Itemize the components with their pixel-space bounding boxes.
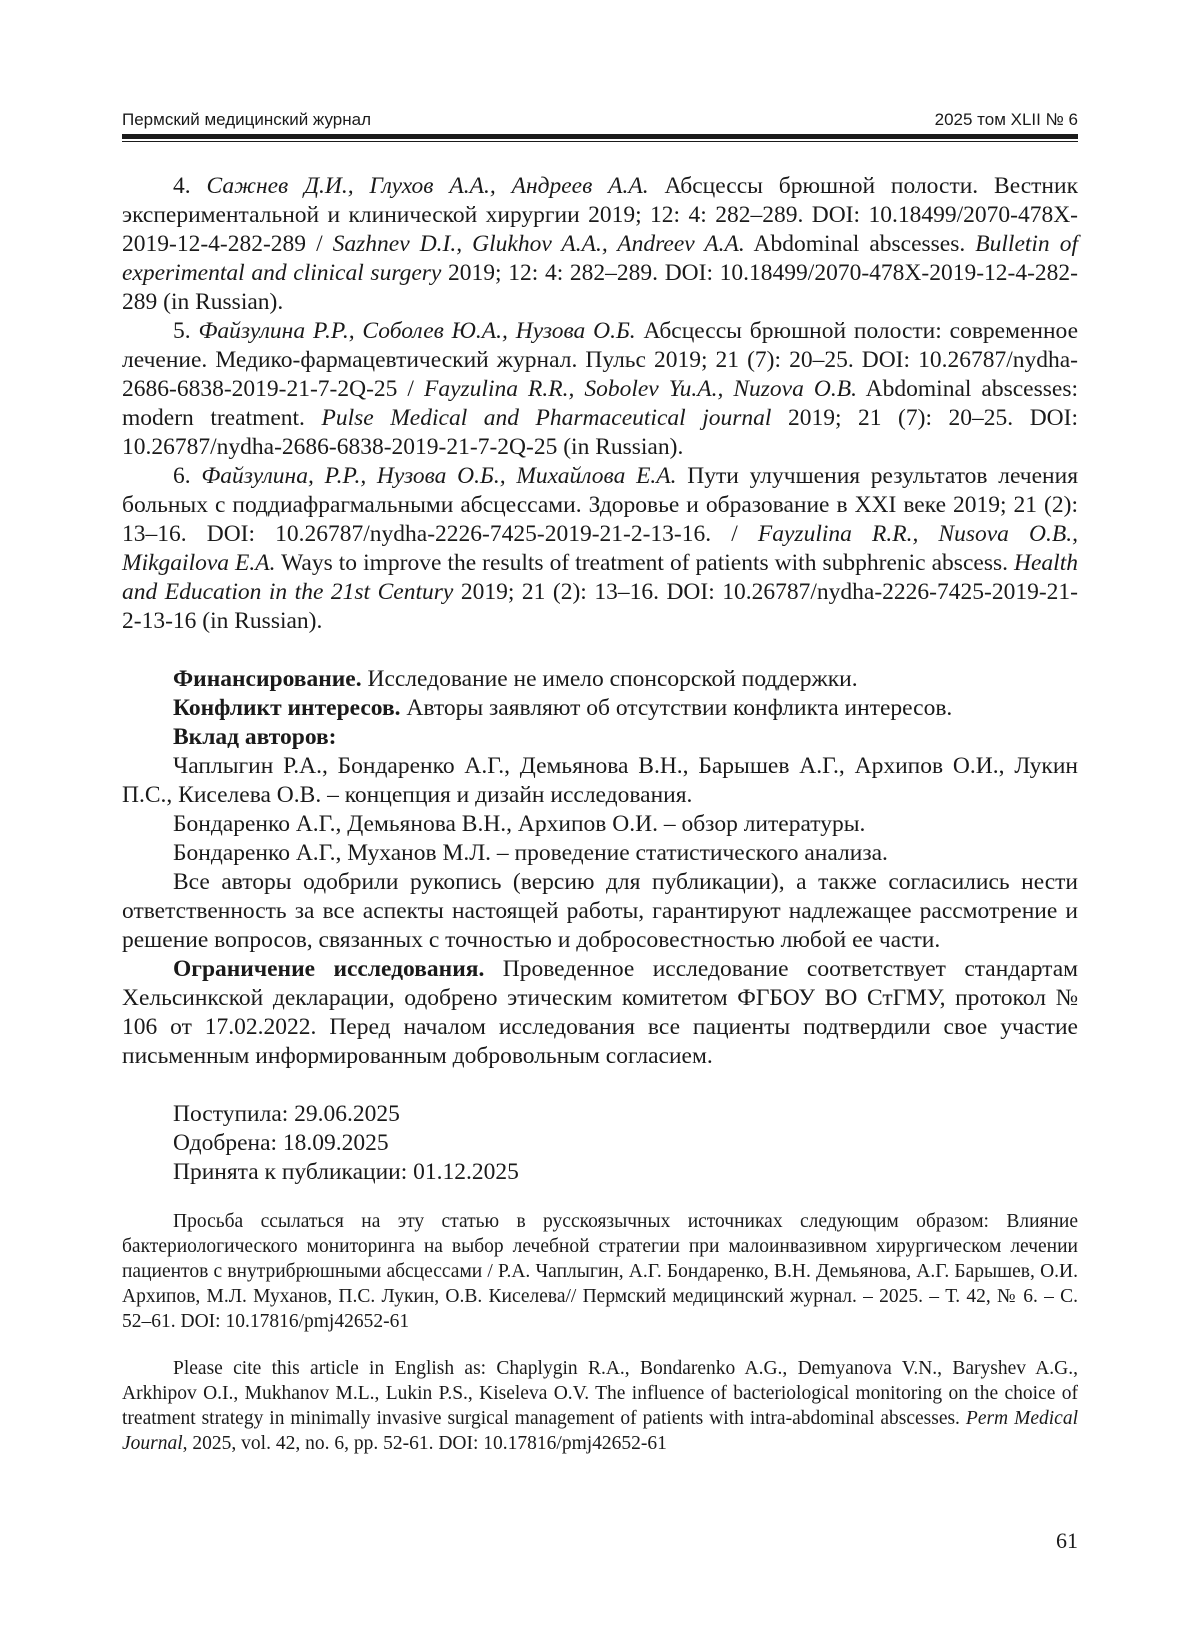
reference-journal-en: Bulletin of experimental and clinical surgery [122,231,1078,286]
contribution-label: Вклад авторов: [173,724,337,750]
reference-tail-en: 2019; 12: 4: 282–289. DOI: 10.18499/2070-478X-2019-12-4-282-289 (in Russian). [122,260,1079,315]
limitation-statement [122,955,1078,1071]
reference-authors-en: Sazhnev D.I., Glukhov A.A., Andreev A.A. [332,231,745,257]
citation-en-journal: Perm Medical Journal [122,1408,1078,1454]
funding-label: Финансирование. [173,666,362,692]
limitation-label: Ограничение исследования. [173,956,485,982]
article-body [122,172,1078,1456]
contribution-item: Чаплыгин Р.А., Бондаренко А.Г., Демьянова В.Н., Барышев А.Г., Архипов О.И., Лукин П.С., Киселева О.В. – концепция и дизайн исследования. [122,753,1078,808]
reference-text-ru: Абсцессы брюшной полости: современное лечение. Медико-фармацевтический журнал. Пульс 2019; 21 (7): 20–25. DOI: 10.26787/nydha-2686-6838-2019-21-7-2Q-25 / [122,318,1079,402]
contribution-heading [122,723,1078,752]
conflict-text: Авторы заявляют об отсутствии конфликта интересов. [406,695,953,721]
funding-statement [122,665,1078,694]
reference-journal-en: Health and Education in the 21st Century [122,550,1078,605]
running-header [122,110,1078,132]
reference-authors-en: Fayzulina R.R., Sobolev Yu.A., Nuzova O.B. [423,376,857,402]
reference-authors-ru: Файзулина, Р.Р., Нузова О.Б., Михайлова Е.А. [201,463,677,489]
reference-6 [122,462,1078,636]
reference-text-en: Ways to improve the results of treatment of patients with subphrenic abscess. [281,550,1008,576]
contribution-item: Бондаренко А.Г., Муханов М.Л. – проведение статистического анализа. [173,840,888,866]
header-rule-thin [122,141,1078,142]
reference-tail-en: 2019; 21 (2): 13–16. DOI: 10.26787/nydha-2226-7425-2019-21-2-13-16 (in Russian). [122,579,1078,634]
citation-en [122,1356,1078,1456]
reference-authors-en: Fayzulina R.R., Nusova O.B., Mikgailova E.A. [122,521,1078,576]
reference-authors-ru: Сажнев Д.И., Глухов А.А., Андреев А.А. [206,173,649,199]
reference-text-en: Abdominal abscesses: modern treatment. [122,376,1078,431]
reference-tail-en: 2019; 21 (7): 20–25. DOI: 10.26787/nydha-2686-6838-2019-21-7-2Q-25 (in Russian). [122,405,1078,460]
reference-number: 5. [173,318,191,344]
approved-date: Одобрена: 18.09.2025 [173,1130,389,1156]
citation-en-text: Please cite this article in English as: Chaplygin R.A., Bondarenko A.G., Demyanova V.N., Baryshev A.G., Arkhipov O.I., Mukhanov M.L., Lukin P.S., Kiseleva O.V. The influence of bacteriological monitoring on the choice of treatment strategy in minimally invasive surgical management of patients with intra-abdominal abscesses. [122,1358,1078,1429]
funding-text: Исследование не имело спонсорской поддержки. [367,666,858,692]
reference-number: 4. [173,173,191,199]
reference-4 [122,172,1078,317]
limitation-text: Проведенное исследование соответствует стандартам Хельсинкской декларации, одобрено этическим комитетом ФГБОУ ВО СтГМУ, протокол № 106 от 17.02.2022. Перед началом исследования все пациенты подтвердили свое участие письменным информированным добровольным согласием. [122,956,1078,1069]
reference-text-ru: Абсцессы брюшной полости. Вестник экспериментальной и клинической хирургии 2019; 12: 4: 282–289. DOI: 10.18499/2070-478X-2019-12-4-282-289 / [122,173,1078,257]
header-rule [122,134,1078,139]
reference-number: 6. [173,463,191,489]
citation-ru: Просьба ссылаться на эту статью в русскоязычных источниках следующим образом: Влияние бактериологического мониторинга на выбор лечебной стратегии при малоинвазивном хирургическом лечении пациентов с внутрибрюшными абсцессами / Р.А. Чаплыгин, А.Г. Бондаренко, В.Н. Демьянова, А.Г. Барышев, О.И. Архипов, М.Л. Муханов, П.С. Лукин, О.В. Киселева// Пермский медицинский журнал. – 2025. – Т. 42, № 6. – С. 52–61. DOI: 10.17816/pmj42652-61 [122,1211,1078,1332]
conflict-statement [122,694,1078,723]
reference-authors-ru: Файзулина Р.Р., Соболев Ю.А., Нузова О.Б. [198,318,636,344]
journal-name: Пермский медицинский журнал [122,110,372,129]
accepted-date: Принята к публикации: 01.12.2025 [173,1159,519,1185]
conflict-label: Конфликт интересов. [173,695,401,721]
reference-text-ru: Пути улучшения результатов лечения больных с поддиафрагмальными абсцессами. Здоровье и образование в XXI веке 2019; 21 (2): 13–16. DOI: 10.26787/nydha-2226-7425-2019-21-2-13-16. / [122,463,1079,547]
reference-5 [122,317,1078,462]
received-date: Поступила: 29.06.2025 [173,1101,400,1127]
contribution-item: Бондаренко А.Г., Демьянова В.Н., Архипов О.И. – обзор литературы. [173,811,866,837]
reference-journal-en: Pulse Medical and Pharmaceutical journal [321,405,772,431]
page-number: 61 [1056,1528,1078,1553]
contribution-item: Все авторы одобрили рукопись (версию для публикации), а также согласились нести ответственность за все аспекты настоящей работы, гарантируют надлежащее рассмотрение и решение вопросов, связанных с точностью и добросовестностью любой ее части. [122,869,1078,953]
issue-label: 2025 том XLII № 6 [934,110,1078,129]
reference-text-en: Abdominal abscesses. [753,231,966,257]
citation-en-tail: , 2025, vol. 42, no. 6, pp. 52-61. DOI: 10.17816/pmj42652-61 [182,1433,667,1454]
